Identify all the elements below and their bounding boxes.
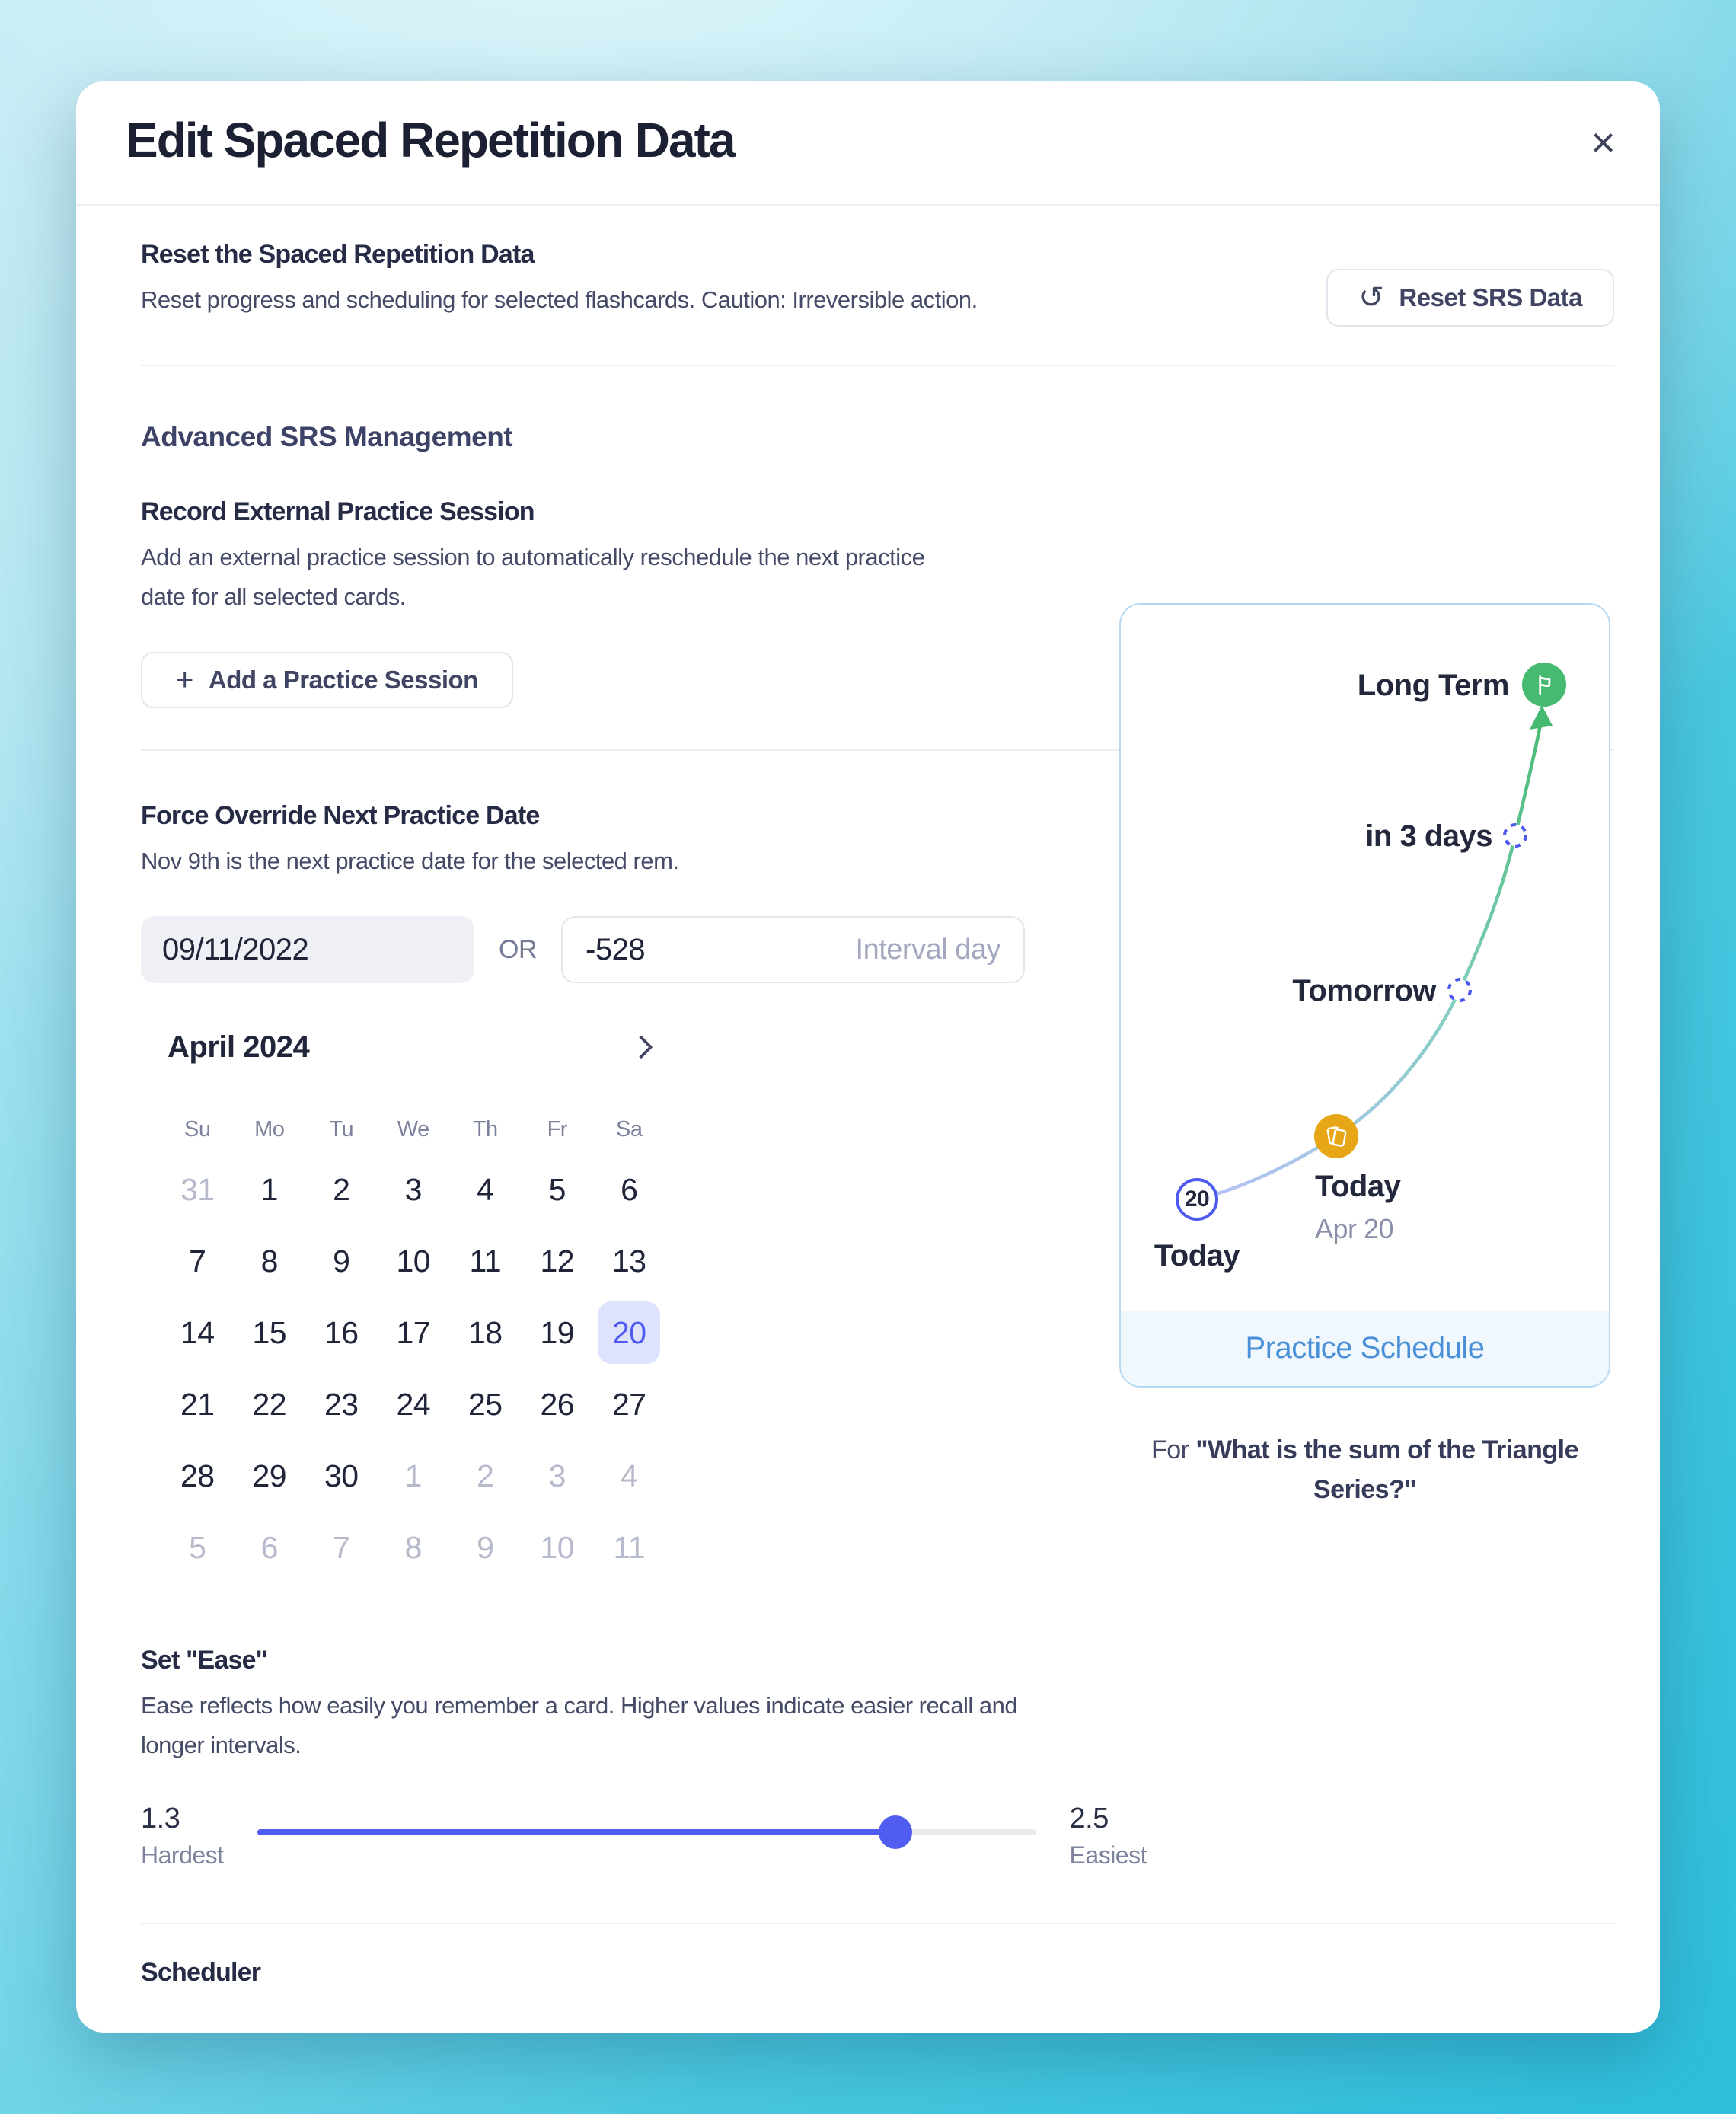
calendar-weekday: Mo	[254, 1116, 285, 1142]
record-session-heading: Record External Practice Session	[141, 497, 535, 526]
cards-icon	[1323, 1123, 1349, 1149]
ease-min	[141, 1802, 224, 1870]
section-divider	[141, 1923, 1614, 1924]
calendar-day[interactable]: 25	[468, 1386, 503, 1422]
calendar-next-month-button[interactable]	[625, 1031, 657, 1063]
calendar-day[interactable]: 5	[548, 1171, 566, 1207]
calendar-day[interactable]: 4	[621, 1458, 638, 1493]
caption-question: "What is the sum of the Triangle Series?"	[1195, 1435, 1579, 1504]
interval-day-placeholder: Interval day	[855, 933, 1000, 966]
calendar-day[interactable]: 27	[611, 1386, 646, 1422]
arrow-up-icon	[1530, 705, 1553, 730]
calendar-day[interactable]: 11	[469, 1243, 502, 1279]
long-term-label: Long Term	[1357, 669, 1509, 702]
today-practice-labels	[1315, 1170, 1400, 1245]
flag-icon	[1531, 672, 1557, 698]
calendar-day[interactable]: 17	[396, 1314, 431, 1350]
calendar-month-label: April 2024	[168, 1030, 310, 1064]
calendar-day[interactable]: 6	[260, 1529, 278, 1565]
calendar-day[interactable]: 15	[252, 1314, 287, 1350]
calendar-day[interactable]: 9	[477, 1529, 494, 1565]
practice-schedule-footer: Practice Schedule	[1121, 1311, 1609, 1386]
ease-slider[interactable]	[257, 1829, 1036, 1863]
close-icon[interactable]: ×	[1577, 113, 1629, 171]
rotate-ccw-icon: ↺	[1358, 281, 1384, 315]
in-3-days-marker	[1505, 825, 1526, 846]
calendar-day[interactable]: 19	[540, 1314, 575, 1350]
advanced-srs-heading: Advanced SRS Management	[141, 421, 513, 452]
edit-srs-modal	[76, 81, 1660, 2033]
record-session-description: Add an external practice session to automatically reschedule the next practice date for all selected cards.	[141, 544, 925, 610]
set-ease-heading: Set "Ease"	[141, 1646, 268, 1675]
section-divider	[141, 365, 1614, 366]
practice-schedule-aside	[1119, 603, 1610, 1509]
calendar-day[interactable]: 21	[180, 1386, 215, 1422]
calendar-weekday: We	[397, 1116, 429, 1142]
or-label: OR	[499, 934, 537, 964]
calendar-day[interactable]: 26	[540, 1386, 575, 1422]
tomorrow-marker	[1449, 979, 1470, 1001]
force-override-heading: Force Override Next Practice Date	[141, 801, 540, 830]
calendar-day[interactable]: 3	[548, 1458, 566, 1493]
calendar-day[interactable]: 6	[621, 1171, 638, 1207]
long-term-marker	[1522, 663, 1566, 707]
calendar-weekday: Th	[472, 1116, 498, 1142]
ease-slider-thumb[interactable]	[879, 1815, 912, 1849]
calendar-day[interactable]: 13	[611, 1243, 646, 1279]
calendar-weekday: Su	[184, 1116, 211, 1142]
calendar-header	[161, 1029, 665, 1065]
modal-header	[76, 81, 1660, 206]
calendar-day[interactable]: 4	[477, 1171, 494, 1207]
schedule-caption	[1119, 1430, 1610, 1509]
calendar-day[interactable]: 7	[333, 1529, 350, 1565]
calendar-day[interactable]: 28	[180, 1458, 215, 1493]
calendar-day[interactable]: 5	[189, 1529, 206, 1565]
calendar-day[interactable]: 2	[333, 1171, 350, 1207]
ease-max-value: 2.5	[1069, 1803, 1109, 1835]
calendar-day[interactable]: 10	[540, 1529, 575, 1565]
reset-srs-button[interactable]	[1326, 269, 1614, 327]
interval-day-field[interactable]	[561, 916, 1025, 983]
reset-srs-description: Reset progress and scheduling for selected flashcards. Caution: Irreversible action.	[141, 286, 978, 313]
modal-title: Edit Spaced Repetition Data	[126, 113, 735, 168]
calendar-day[interactable]: 11	[613, 1529, 646, 1565]
ease-slider-row	[141, 1802, 1614, 1870]
caption-prefix: For	[1150, 1435, 1196, 1464]
current-day-marker: 20	[1176, 1178, 1218, 1221]
reset-srs-text	[141, 240, 1085, 327]
calendar-weekday: Tu	[329, 1116, 354, 1142]
calendar-day[interactable]: 18	[468, 1314, 503, 1350]
ease-max-label: Easiest	[1069, 1841, 1147, 1869]
tomorrow-label: Tomorrow	[1292, 974, 1436, 1008]
calendar-day[interactable]: 1	[260, 1171, 278, 1207]
in-3-days-label: in 3 days	[1365, 819, 1492, 853]
force-override-description: Nov 9th is the next practice date for the selected rem.	[141, 848, 679, 874]
ease-min-label: Hardest	[141, 1841, 224, 1869]
calendar-day[interactable]: 24	[396, 1386, 431, 1422]
calendar	[161, 1029, 665, 1583]
calendar-day[interactable]: 8	[260, 1243, 278, 1279]
calendar-day[interactable]: 22	[252, 1386, 287, 1422]
interval-day-input[interactable]	[586, 933, 783, 967]
calendar-day[interactable]: 29	[252, 1458, 287, 1493]
calendar-day-selected[interactable]: 20	[593, 1297, 665, 1368]
calendar-weekday: Sa	[616, 1116, 643, 1142]
calendar-day[interactable]: 23	[324, 1386, 359, 1422]
calendar-grid	[161, 1105, 665, 1583]
calendar-day[interactable]: 7	[189, 1243, 206, 1279]
practice-date-input[interactable]	[141, 916, 474, 983]
practice-schedule-panel	[1119, 603, 1610, 1388]
calendar-day[interactable]: 8	[404, 1529, 422, 1565]
add-practice-session-button[interactable]	[141, 652, 513, 708]
add-practice-session-label: Add a Practice Session	[208, 666, 478, 694]
calendar-day[interactable]: 9	[333, 1243, 350, 1279]
reset-srs-button-label: Reset SRS Data	[1399, 283, 1582, 311]
today-practice-date: Apr 20	[1315, 1213, 1394, 1244]
calendar-day[interactable]: 2	[477, 1458, 494, 1493]
chevron-right-icon	[629, 1035, 653, 1059]
calendar-day[interactable]: 14	[180, 1314, 215, 1350]
calendar-day[interactable]: 3	[404, 1171, 422, 1207]
set-ease-description: Ease reflects how easily you remember a card. Higher values indicate easier recall and longer intervals.	[141, 1692, 1018, 1758]
current-day-labels	[1147, 1239, 1246, 1273]
calendar-day[interactable]: 16	[324, 1314, 359, 1350]
calendar-day[interactable]: 12	[540, 1243, 575, 1279]
ease-max	[1070, 1802, 1147, 1870]
plus-icon: +	[176, 663, 193, 697]
calendar-day[interactable]: 30	[324, 1458, 359, 1493]
calendar-day[interactable]: 1	[404, 1458, 422, 1493]
calendar-day[interactable]: 10	[396, 1243, 431, 1279]
ease-slider-fill	[257, 1829, 896, 1835]
calendar-weekday: Fr	[547, 1116, 567, 1142]
reset-srs-heading: Reset the Spaced Repetition Data	[141, 240, 535, 269]
reset-srs-section	[141, 240, 1614, 327]
today-practice-marker	[1314, 1114, 1358, 1158]
today-practice-label: Today	[1315, 1170, 1401, 1203]
current-day-label: Today	[1154, 1239, 1240, 1273]
ease-min-value: 1.3	[141, 1803, 180, 1835]
calendar-day[interactable]: 31	[180, 1171, 215, 1207]
scheduler-heading: Scheduler	[141, 1958, 261, 1987]
